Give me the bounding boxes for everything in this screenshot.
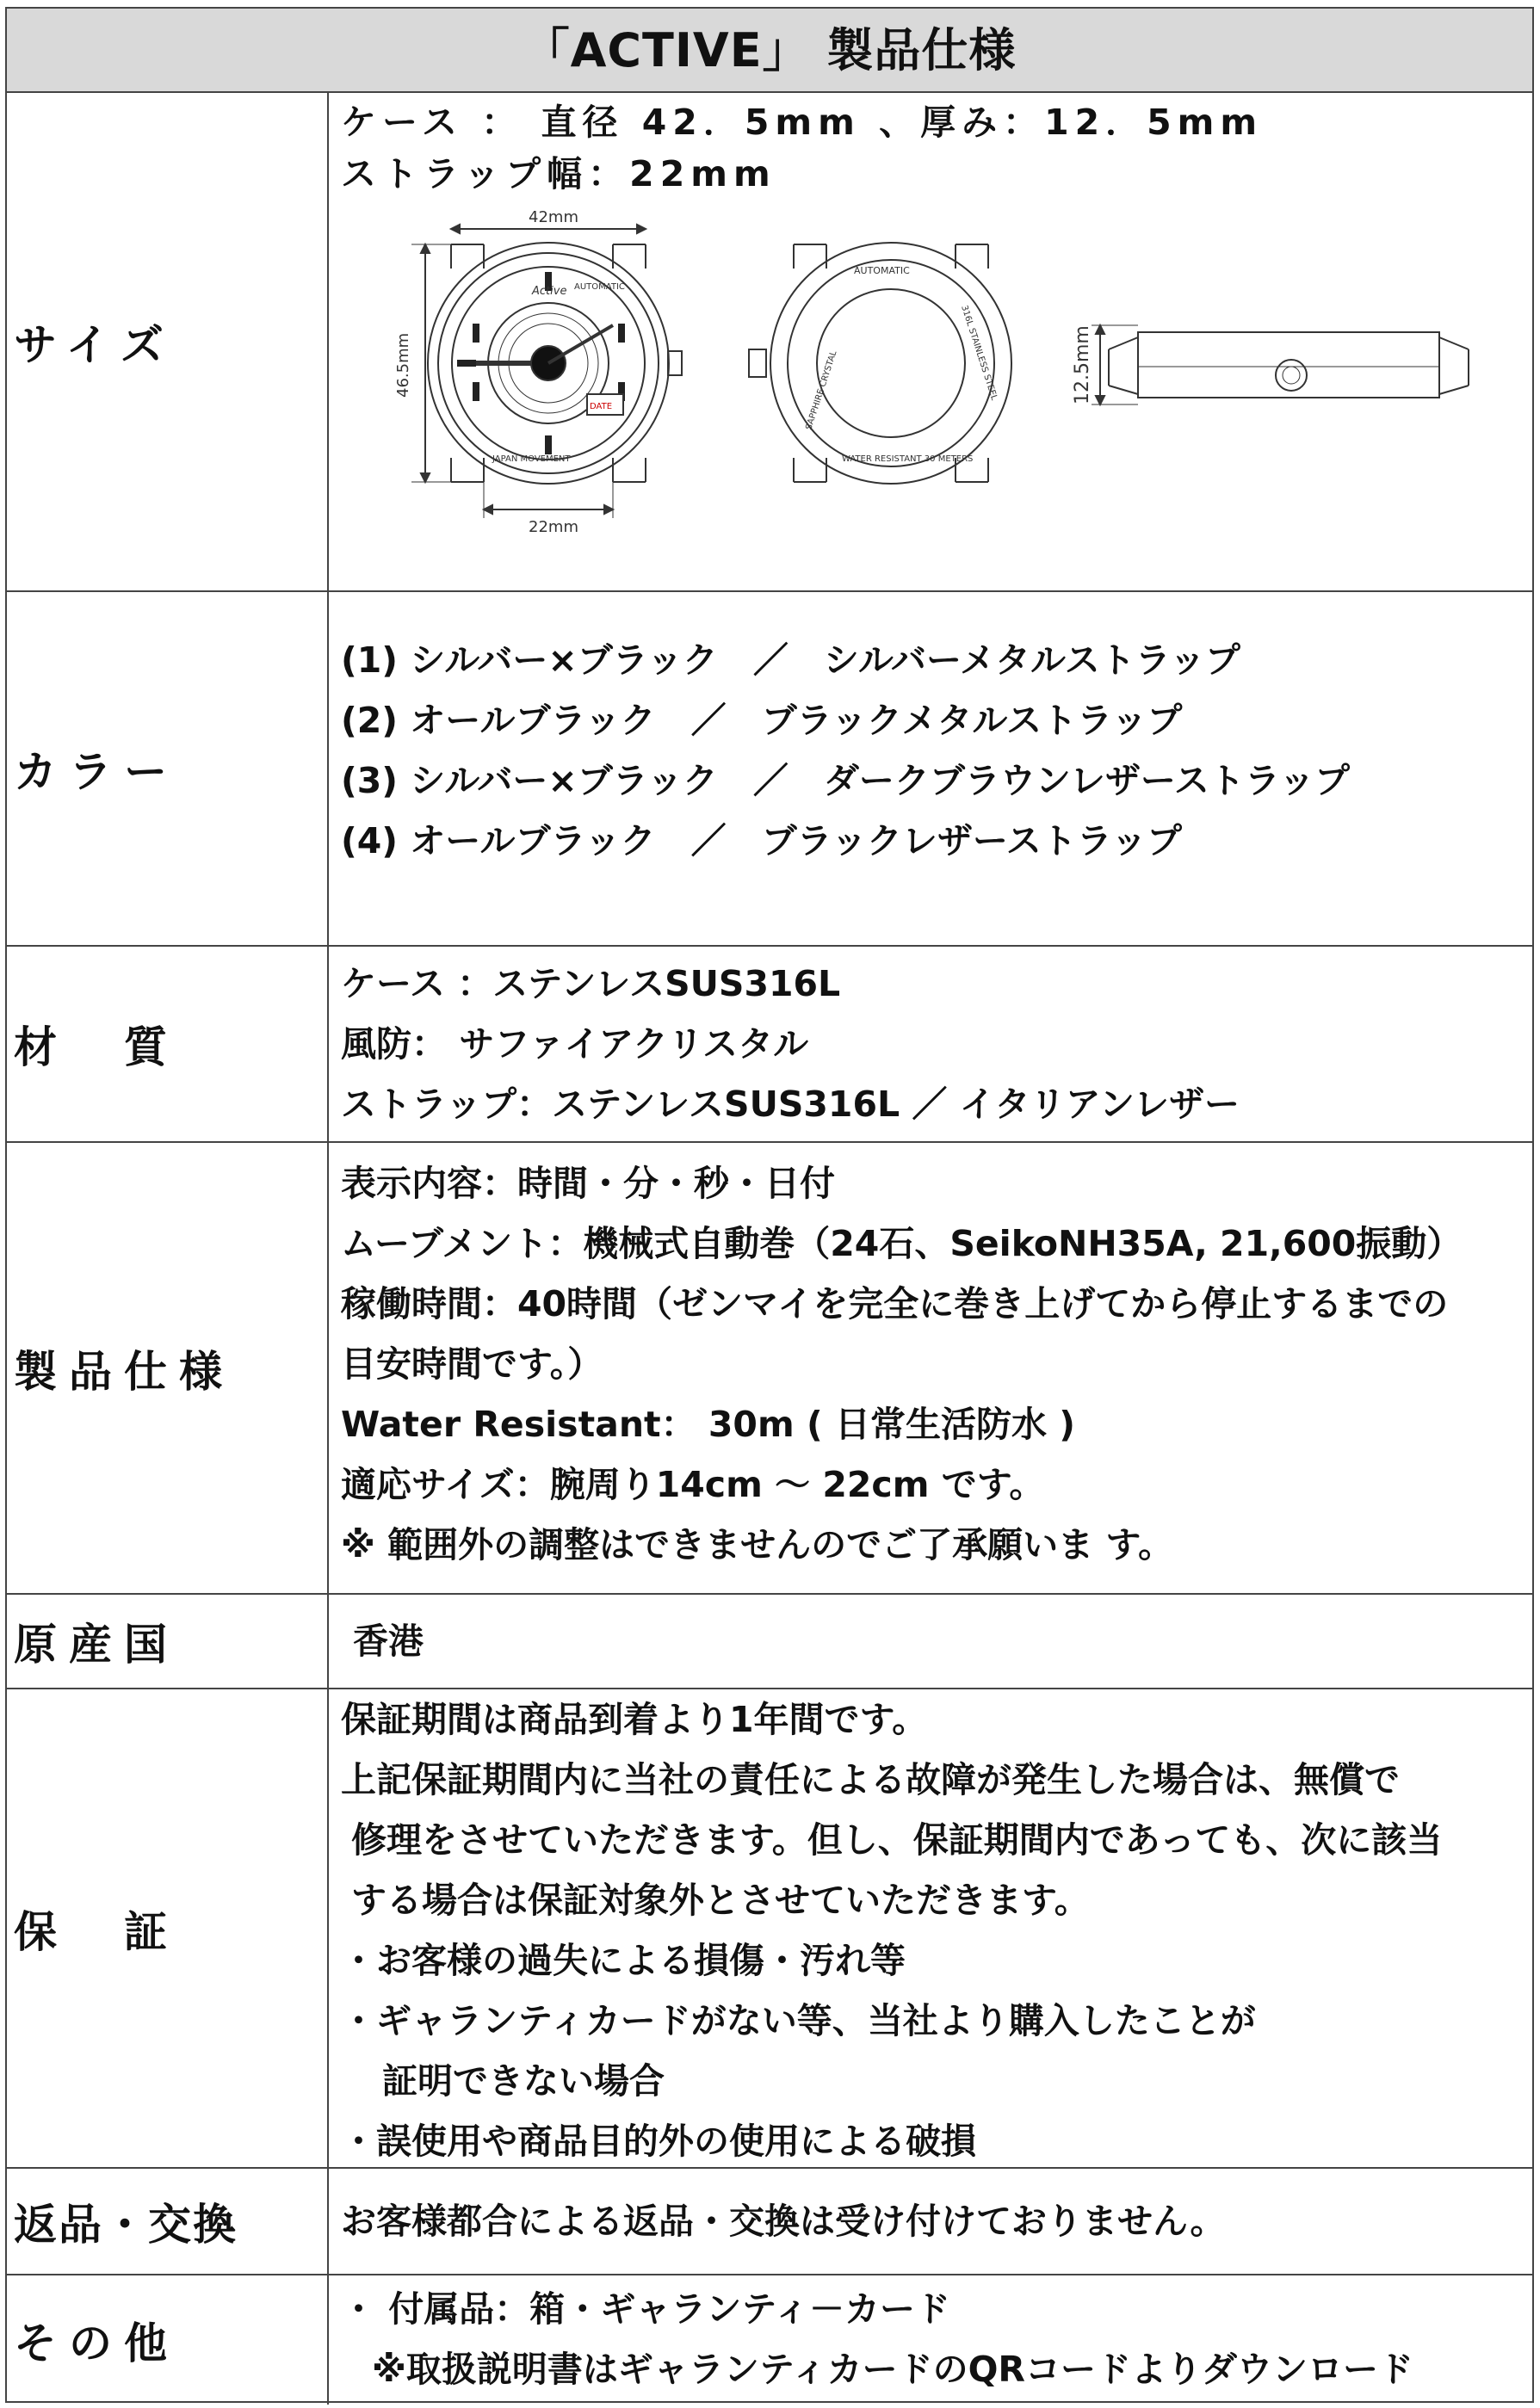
label-returns: 返品・交換 (7, 2169, 329, 2274)
dim-strap-label: 22mm (529, 518, 578, 536)
row-color (7, 592, 1532, 947)
label-color: カラー (7, 592, 329, 945)
watch-back-view (749, 243, 1011, 484)
row-returns (7, 2169, 1532, 2275)
dim-height-label: 46.5mm (394, 332, 412, 398)
label-spec: 製品仕様 (7, 1143, 329, 1593)
size-line-strap: ストラップ幅：22mm (341, 153, 776, 194)
other-manual-note: ※取扱説明書はギャランティカードのQRコードよりダウンロード (372, 2349, 1414, 2390)
row-other (7, 2275, 1532, 2405)
dim-thickness-label: 12.5mm (1072, 325, 1093, 404)
value-warranty (329, 1689, 1532, 2167)
material-strap: ストラップ：ステンレスSUS316L ／ イタリアンレザー (341, 1084, 1240, 1125)
dial-automatic: AUTOMATIC (574, 282, 625, 292)
spec-water: Water Resistant： 30m ( 日常生活防水 ) (341, 1404, 1075, 1445)
dial-date: DATE (590, 402, 613, 411)
dim-width-label: 42mm (529, 208, 578, 226)
warranty-line-3: 修理をさせていただきます。但し、保証期間内であっても、次に該当 (351, 1819, 1443, 1861)
row-size (7, 93, 1532, 592)
back-automatic: AUTOMATIC (854, 265, 910, 276)
spec-movement: ムーブメント：機械式自動巻（24石、SeikoNH35A, 21,600振動） (341, 1223, 1463, 1264)
warranty-exclusion-2-cont: 証明できない場合 (382, 2060, 665, 2102)
dial-japan-movement: JAPAN MOVEMENT (492, 454, 571, 464)
warranty-line-1: 保証期間は商品到着より1年間です。 (341, 1699, 928, 1740)
back-stainless: 316L STAINLESS STEEL (959, 304, 999, 402)
row-origin (7, 1595, 1532, 1689)
row-material (7, 947, 1532, 1143)
returns-value: お客様都合による返品・交換は受け付けておりません。 (341, 2201, 1226, 2242)
label-other: その他 (7, 2275, 329, 2405)
value-origin (329, 1595, 1532, 1688)
value-returns (329, 2169, 1532, 2274)
page-title: 「ACTIVE」 製品仕様 (7, 9, 1532, 93)
color-option-1: (1) シルバー×ブラック ／ シルバーメタルストラップ (341, 639, 1240, 681)
spec-display: 表示内容：時間・分・秒・日付 (341, 1163, 835, 1204)
size-line-case: ケース ： 直径 42．5mm 、厚み：12．5mm (341, 102, 1264, 143)
warranty-exclusion-3: ・誤使用や商品目的外の使用による破損 (341, 2121, 976, 2162)
value-color (329, 592, 1532, 945)
label-warranty: 保 証 (7, 1689, 329, 2167)
warranty-line-4: する場合は保証対象外とさせていただきます。 (351, 1880, 1090, 1921)
material-case: ケース ：ステンレスSUS316L (341, 963, 841, 1004)
warranty-line-2: 上記保証期間内に当社の責任による故障が発生した場合は、無償で (341, 1759, 1400, 1800)
warranty-exclusion-1: ・お客様の過失による損傷・汚れ等 (341, 1940, 906, 1981)
value-spec (329, 1143, 1532, 1593)
spec-runtime-cont: 目安時間です。） (341, 1343, 603, 1385)
value-other (329, 2275, 1532, 2405)
back-water-resistant: WATER RESISTANT 30 METERS (842, 454, 974, 464)
back-sapphire: SAPPHIRE CRYSTAL (804, 349, 839, 431)
dial-brand: Active (532, 285, 567, 298)
spec-sheet (5, 7, 1534, 2403)
watch-side-view (1092, 325, 1469, 404)
label-origin: 原産国 (7, 1595, 329, 1688)
spec-note: ※ 範囲外の調整はできませんのでご了承願いま す。 (341, 1524, 1174, 1565)
material-crystal: 風防： サファイアクリスタル (341, 1023, 809, 1065)
origin-value: 香港 (353, 1621, 424, 1662)
watch-diagram (329, 203, 1534, 582)
spec-fit: 適応サイズ：腕周り14cm ～ 22cm です。 (341, 1464, 1045, 1505)
label-material: 材 質 (7, 947, 329, 1141)
watch-front-view (411, 225, 682, 518)
color-option-4: (4) オールブラック ／ ブラックレザーストラップ (341, 820, 1182, 861)
row-warranty (7, 1689, 1532, 2169)
label-size: サイズ (7, 93, 329, 590)
spec-runtime: 稼働時間：40時間（ゼンマイを完全に巻き上げてから停止するまでの (341, 1283, 1449, 1324)
other-accessories: ・ 付属品：箱・ギャランティ－カード (341, 2288, 950, 2330)
color-option-3: (3) シルバー×ブラック ／ ダークブラウンレザーストラップ (341, 760, 1351, 801)
color-option-2: (2) オールブラック ／ ブラックメタルストラップ (341, 700, 1183, 741)
row-spec (7, 1143, 1532, 1595)
value-size (329, 93, 1532, 590)
warranty-exclusion-2: ・ギャランティカードがない等、当社より購入したことが (341, 2000, 1256, 2041)
value-material (329, 947, 1532, 1141)
